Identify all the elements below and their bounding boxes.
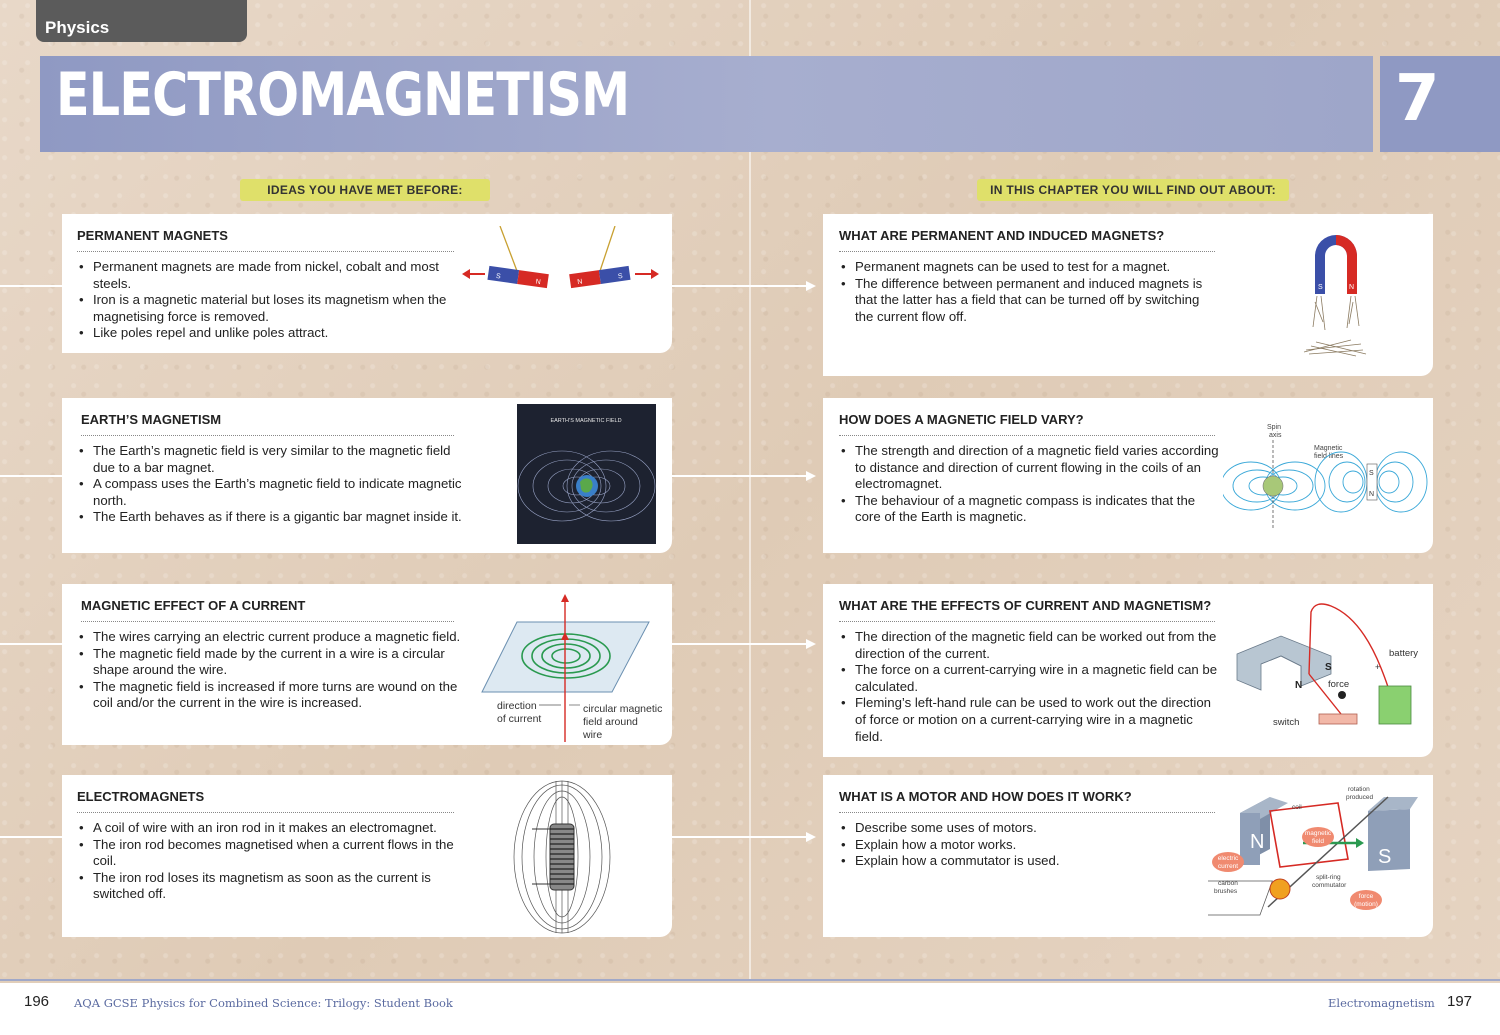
pole-label: S [1318, 284, 1323, 291]
bullet: • The iron rod becomes magnetised when a current flows in the coil. [77, 837, 462, 870]
bullet: • Fleming’s left-hand rule can be used to work out the direction of force or motion on a current-carrying wire in a magnetic field. [839, 695, 1219, 745]
connector-line [0, 285, 62, 287]
book-title: AQA GCSE Physics for Combined Science: Trilogy: Student Book [74, 996, 453, 1010]
pole-label: N [1250, 831, 1265, 853]
dotted-rule [839, 621, 1215, 622]
figure-label: wire [583, 729, 603, 741]
figure-label: + [1375, 662, 1381, 672]
pole-label: S [1369, 470, 1374, 477]
earth-magnetic-field-figure [517, 404, 656, 544]
connector-arrow [672, 285, 806, 287]
figure-label: battery [1389, 648, 1419, 659]
dotted-rule [81, 435, 454, 436]
connector-arrowhead [806, 471, 816, 481]
chapter-number: 7 [1395, 62, 1440, 136]
pole-label: S [617, 272, 624, 281]
bullet: • Describe some uses of motors. [839, 820, 1219, 837]
bullet: • The force on a current-carrying wire in a magnetic field can be calculated. [839, 662, 1219, 695]
bullet-list [839, 820, 1219, 870]
card-earths-magnetism [62, 398, 672, 553]
card-title: WHAT IS A MOTOR AND HOW DOES IT WORK? [839, 789, 1132, 804]
bullet: • The strength and direction of a magnetic field varies according to distance and direction of current flowing in the coils of an electromagnet. [839, 443, 1219, 493]
pole-label: N [576, 278, 583, 287]
connector-line [0, 475, 62, 477]
figure-label: force [1358, 893, 1374, 900]
bullet: • The iron rod loses its magnetism as soon as the current is switched off. [77, 870, 462, 903]
bullet-list [77, 443, 462, 526]
pole-label: N [1295, 680, 1303, 691]
card-title: EARTH’S MAGNETISM [81, 412, 222, 427]
connector-arrowhead [806, 639, 816, 649]
card-title: PERMANENT MAGNETS [77, 228, 228, 243]
dotted-rule [839, 435, 1215, 436]
bullet: • Permanent magnets are made from nickel, cobalt and most steels. [77, 259, 457, 292]
bullet: • The Earth behaves as if there is a gigantic bar magnet inside it. [77, 509, 462, 526]
figure-label: force [1328, 679, 1350, 690]
horseshoe-magnet-figure [1301, 232, 1371, 360]
card-title: ELECTROMAGNETS [77, 789, 205, 804]
card-electromagnets [62, 775, 672, 937]
footer-rule [0, 979, 1500, 981]
electromagnet-field-figure [512, 779, 612, 935]
bullet: • Permanent magnets can be used to test for a magnet. [839, 259, 1219, 276]
bullet: • A compass uses the Earth’s magnetic field to indicate magnetic north. [77, 476, 462, 509]
bullet: • Explain how a motor works. [839, 837, 1219, 854]
figure-label: direction [497, 700, 537, 712]
dotted-rule [77, 812, 454, 813]
pole-label: S [1325, 662, 1332, 673]
bullet: • Like poles repel and unlike poles attract. [77, 325, 457, 342]
bullet: • The difference between permanent and induced magnets is that the latter has a field that can be turned off by switching the current flow off. [839, 276, 1219, 326]
figure-label: field around [583, 716, 638, 728]
figure-caption: EARTH’S MAGNETIC FIELD [550, 418, 622, 424]
figure-label: carbon [1218, 880, 1238, 887]
connector-arrow [672, 643, 806, 645]
bullet: • The magnetic field is increased if more turns are wound on the coil and/or the current in the wire is increased. [77, 679, 462, 712]
connector-line [0, 643, 62, 645]
figure-label: (motion) [1354, 901, 1378, 908]
pole-label: S [495, 272, 502, 281]
connector-line [0, 836, 62, 838]
connector-arrowhead [806, 281, 816, 291]
figure-label: field lines [1314, 453, 1344, 460]
connector-arrowhead [806, 832, 816, 842]
card-title: WHAT ARE PERMANENT AND INDUCED MAGNETS? [839, 228, 1165, 243]
card-motor [823, 775, 1433, 937]
chapter-title: ELECTROMAGNETISM [56, 60, 630, 130]
card-title: HOW DOES A MAGNETIC FIELD VARY? [839, 412, 1084, 427]
motor-figure [1208, 783, 1430, 933]
card-magnetic-field-vary [823, 398, 1433, 553]
card-permanent-induced-magnets [823, 214, 1433, 376]
page-number-right: 197 [1447, 993, 1473, 1010]
figure-label: of current [497, 713, 542, 725]
chapter-find-out-heading: IN THIS CHAPTER YOU WILL FIND OUT ABOUT: [977, 179, 1289, 201]
figure-label: switch [1273, 717, 1300, 728]
ideas-met-before-heading: IDEAS YOU HAVE MET BEFORE: [240, 179, 490, 201]
figure-label: rotation [1348, 786, 1370, 793]
card-permanent-magnets [62, 214, 672, 353]
figure-label: coil [1292, 804, 1302, 811]
figure-label: circular magnetic [583, 703, 663, 715]
running-chapter-name: Electromagnetism [1328, 996, 1435, 1010]
figure-label: Magnetic [1314, 445, 1343, 452]
figure-label: brushes [1214, 888, 1238, 895]
force-on-wire-figure [1231, 598, 1431, 738]
figure-label: produced [1346, 794, 1374, 801]
card-magnetic-effect-of-current [62, 584, 672, 745]
bullet-list [77, 259, 457, 342]
bullet: • A coil of wire with an iron rod in it makes an electromagnet. [77, 820, 462, 837]
bullet: • The magnetic field made by the current in a wire is a circular shape around the wire. [77, 646, 462, 679]
figure-label: current [1217, 863, 1239, 870]
figure-label: electric [1217, 855, 1239, 862]
bullet: • The wires carrying an electric current produce a magnetic field. [77, 629, 462, 646]
pole-label: N [1369, 491, 1375, 498]
figure-label: magnetic [1304, 830, 1332, 837]
figure-label: split-ring [1316, 874, 1341, 881]
connector-arrow [672, 836, 806, 838]
pole-label: N [535, 278, 542, 287]
bullet: • Explain how a commutator is used. [839, 853, 1219, 870]
connector-arrow [672, 475, 806, 477]
current-field-figure [477, 592, 667, 745]
figure-label: commutator [1312, 882, 1347, 889]
repelling-magnets-figure [460, 226, 662, 316]
dotted-rule [77, 251, 454, 252]
bullet-list [77, 820, 462, 903]
pole-label: N [1349, 284, 1355, 291]
subject-tab: Physics [36, 0, 247, 42]
card-title: MAGNETIC EFFECT OF A CURRENT [81, 598, 306, 613]
card-effects-current-magnetism [823, 584, 1433, 757]
bullet: • The direction of the magnetic field can be worked out from the direction of the current. [839, 629, 1219, 662]
dotted-rule [839, 812, 1215, 813]
dotted-rule [81, 621, 454, 622]
dotted-rule [839, 251, 1215, 252]
figure-label: field [1312, 838, 1324, 845]
bullet-list [839, 259, 1219, 325]
figure-label: axis [1269, 432, 1282, 439]
bullet-list [839, 443, 1219, 526]
field-variation-figure [1223, 420, 1433, 532]
card-title: WHAT ARE THE EFFECTS OF CURRENT AND MAGNETISM? [839, 598, 1212, 613]
bullet: • Iron is a magnetic material but loses its magnetism when the magnetising force is removed. [77, 292, 457, 325]
pole-label: S [1378, 846, 1392, 868]
page-number-left: 196 [24, 993, 50, 1010]
bullet-list [839, 629, 1219, 745]
bullet-list [77, 629, 462, 712]
bullet: • The Earth’s magnetic field is very similar to the magnetic field due to a bar magnet. [77, 443, 462, 476]
bullet: • The behaviour of a magnetic compass is indicates that the core of the Earth is magnetic. [839, 493, 1219, 526]
figure-label: Spin [1267, 424, 1282, 431]
